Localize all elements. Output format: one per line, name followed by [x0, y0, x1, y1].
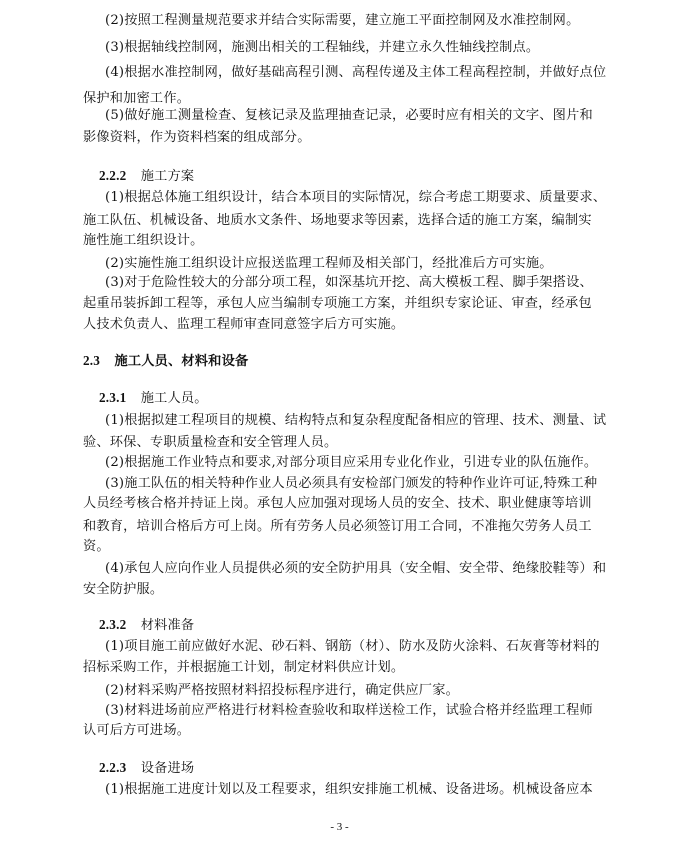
section-heading-2-2-2 — [99, 167, 194, 186]
paragraph-line: 招标采购工作，并根据施工计划，制定材料供应计划。 — [83, 660, 405, 675]
paragraph-line: (2)材料采购严格按照材料招投标程序进行，确定供应厂家。 — [105, 683, 459, 698]
paragraph-line: (2)按照工程测量规范要求并结合实际需要，建立施工平面控制网及水准控制网。 — [105, 13, 580, 28]
page-number: - 3 - — [330, 821, 349, 833]
paragraph-line: (1)根据拟建工程项目的规模、结构特点和复杂程度配备相应的管理、技术、测量、试 — [105, 413, 607, 428]
paragraph-line: 验、环保、专职质量检查和安全管理人员。 — [83, 435, 338, 450]
heading-number: 2.3.1 — [99, 390, 127, 405]
paragraph-line: 施工队伍、机械设备、地质水文条件、场地要求等因素，选择合适的施工方案，编制实 — [83, 213, 592, 228]
section-heading-2-3-2 — [99, 616, 194, 635]
paragraph-line: (2)根据施工作业特点和要求,对部分项目应采用专业化作业，引进专业的队伍施作。 — [105, 455, 598, 470]
paragraph-line: 人员经考核合格并持证上岗。承包人应加强对现场人员的安全、技术、职业健康等培训 — [83, 496, 592, 511]
paragraph-line: 影像资料，作为资料档案的组成部分。 — [83, 130, 311, 145]
heading-title: 施工人员。 — [140, 391, 208, 406]
paragraph-line: (1)根据总体施工组织设计，结合本项目的实际情况，综合考虑工期要求、质量要求、 — [105, 190, 607, 205]
section-heading-2-2-3 — [99, 759, 194, 778]
section-heading-2-3-1 — [99, 389, 208, 408]
paragraph-line: (3)施工队伍的相关特种作业人员必须具有安检部门颁发的特种作业许可证,特殊工种 — [105, 476, 598, 491]
paragraph-line: 起重吊装拆卸工程等，承包人应当编制专项施工方案，并组织专家论证、审查，经承包 — [83, 296, 592, 311]
heading-title: 设备进场 — [140, 761, 195, 776]
paragraph-line: (1)项目施工前应做好水泥、砂石料、钢筋（材）、防水及防火涂料、石灰膏等材料的 — [105, 639, 600, 654]
heading-number: 2.3 — [83, 353, 101, 368]
paragraph-line: (4)根据水准控制网，做好基础高程引测、高程传递及主体工程高程控制，并做好点位 — [105, 65, 607, 80]
paragraph-line: (5)做好施工测量检查、复核记录及监理抽查记录，必要时应有相关的文字、图片和 — [105, 108, 593, 123]
heading-number: 2.2.2 — [99, 168, 127, 183]
paragraph-line: 和教育，培训合格后方可上岗。所有劳务人员必须签订用工合同，不准拖欠劳务人员工 — [83, 519, 592, 534]
heading-number: 2.2.3 — [99, 760, 127, 775]
paragraph-line: 人技术负责人、监理工程师审查同意签字后方可实施。 — [83, 317, 405, 332]
paragraph-line: (3)根据轴线控制网，施测出相关的工程轴线，并建立永久性轴线控制点。 — [105, 40, 540, 55]
paragraph-line: (3)对于危险性较大的分部分项工程，如深基坑开挖、高大模板工程、脚手架搭设、 — [105, 275, 593, 290]
heading-number: 2.3.2 — [99, 617, 127, 632]
heading-title: 施工人员、材料和设备 — [114, 354, 249, 369]
paragraph-line: 认可后方可进场。 — [83, 723, 191, 738]
paragraph-line: (3)材料进场前应严格进行材料检查验收和取样送检工作，试验合格并经监理工程师 — [105, 703, 593, 718]
paragraph-line: 保护和加密工作。 — [83, 91, 191, 106]
paragraph-line: (1)根据施工进度计划以及工程要求，组织安排施工机械、设备进场。机械设备应本 — [105, 782, 593, 797]
heading-title: 材料准备 — [140, 618, 195, 633]
paragraph-line: 资。 — [83, 539, 110, 554]
paragraph-line: (2)实施性施工组织设计应报送监理工程师及相关部门，经批准后方可实施。 — [105, 256, 553, 271]
paragraph-line: (4)承包人应向作业人员提供必须的安全防护用具（安全帽、安全带、绝缘胶鞋等）和 — [105, 561, 607, 576]
paragraph-line: 施性施工组织设计。 — [83, 233, 204, 248]
section-heading-2-3 — [83, 352, 248, 371]
heading-title: 施工方案 — [140, 169, 195, 184]
paragraph-line: 安全防护服。 — [83, 582, 164, 597]
